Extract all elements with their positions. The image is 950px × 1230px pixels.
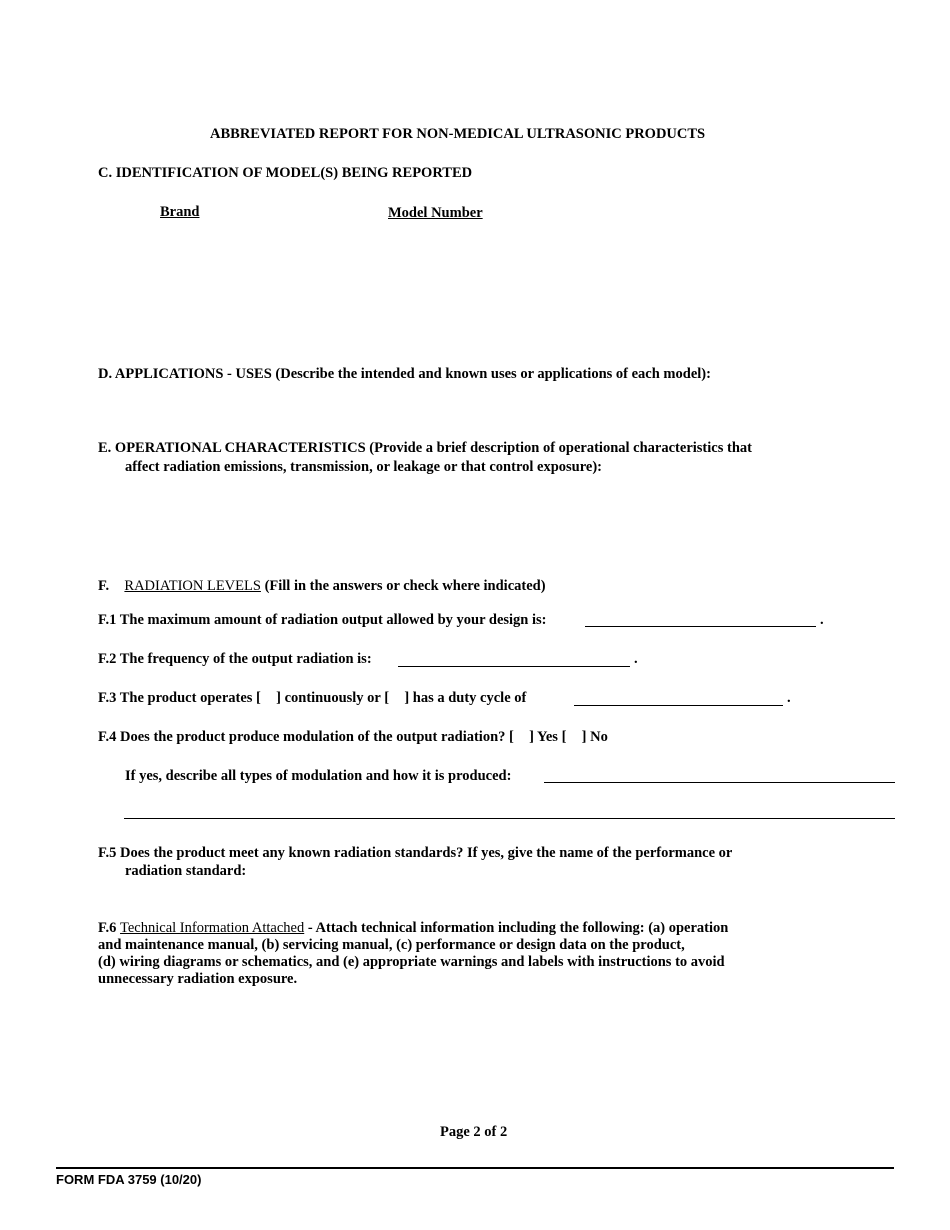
f6-line1 [98, 920, 728, 937]
f2-period: . [634, 651, 638, 667]
f6-prefix: F.6 [98, 920, 121, 936]
f4-if-yes-prompt: If yes, describe all types of modulation and how it is produced: [125, 768, 512, 784]
f3-question [98, 690, 526, 707]
f1-period: . [820, 612, 824, 628]
f3-text-c: ] has a duty cycle of [404, 690, 527, 706]
form-title: ABBREVIATED REPORT FOR NON-MEDICAL ULTRASONIC PRODUCTS [210, 126, 706, 142]
f4-question [98, 729, 608, 746]
f6-line2: and maintenance manual, (b) servicing manual, (c) performance or design data on the product, [98, 937, 685, 953]
f5-question-line1: F.5 Does the product meet any known radiation standards? If yes, give the name of the performance or [98, 845, 733, 861]
footer-divider [56, 1167, 894, 1169]
f2-answer-field[interactable] [398, 666, 630, 667]
f3-text-b: ] continuously or [ [276, 690, 390, 706]
duty-cycle-field[interactable] [574, 705, 783, 706]
f4-text-b: ] Yes [ [529, 729, 567, 745]
page-number: Page 2 of 2 [440, 1124, 508, 1140]
modulation-description-field-1[interactable] [544, 782, 895, 783]
f3-text-a: F.3 The product operates [ [98, 690, 261, 706]
f6-line4: unnecessary radiation exposure. [98, 971, 298, 987]
f5-question-line2: radiation standard: [125, 863, 247, 879]
modulation-description-field-2[interactable] [124, 818, 895, 819]
f2-question: F.2 The frequency of the output radiation is: [98, 651, 372, 667]
section-d-heading: D. APPLICATIONS - USES (Describe the intended and known uses or applications of each model): [98, 366, 711, 382]
f1-question: F.1 The maximum amount of radiation output allowed by your design is: [98, 612, 547, 628]
radiation-levels-title: RADIATION LEVELS [124, 578, 261, 594]
f6-line1-text: - Attach technical information including the following: (a) operation [304, 920, 729, 936]
f3-period: . [787, 690, 791, 706]
f1-answer-field[interactable] [585, 626, 816, 627]
section-f-prefix: F. [98, 578, 110, 594]
radiation-levels-note: (Fill in the answers or check where indicated) [260, 578, 546, 594]
form-identifier: FORM FDA 3759 (10/20) [56, 1172, 202, 1187]
technical-information-title: Technical Information Attached [120, 920, 305, 936]
section-f-heading [98, 578, 546, 595]
section-e-heading-line1: E. OPERATIONAL CHARACTERISTICS (Provide a brief description of operational characteristics that [98, 440, 752, 456]
model-number-column-header: Model Number [388, 205, 483, 221]
f4-text-a: F.4 Does the product produce modulation of the output radiation? [ [98, 729, 514, 745]
section-e-heading-line2: affect radiation emissions, transmission, or leakage or that control exposure): [125, 459, 602, 475]
f4-text-c: ] No [581, 729, 608, 745]
f6-line3: (d) wiring diagrams or schematics, and (e) appropriate warnings and labels with instructions to avoid [98, 954, 725, 970]
section-c-heading: C. IDENTIFICATION OF MODEL(S) BEING REPORTED [98, 165, 473, 181]
brand-column-header: Brand [160, 204, 200, 220]
